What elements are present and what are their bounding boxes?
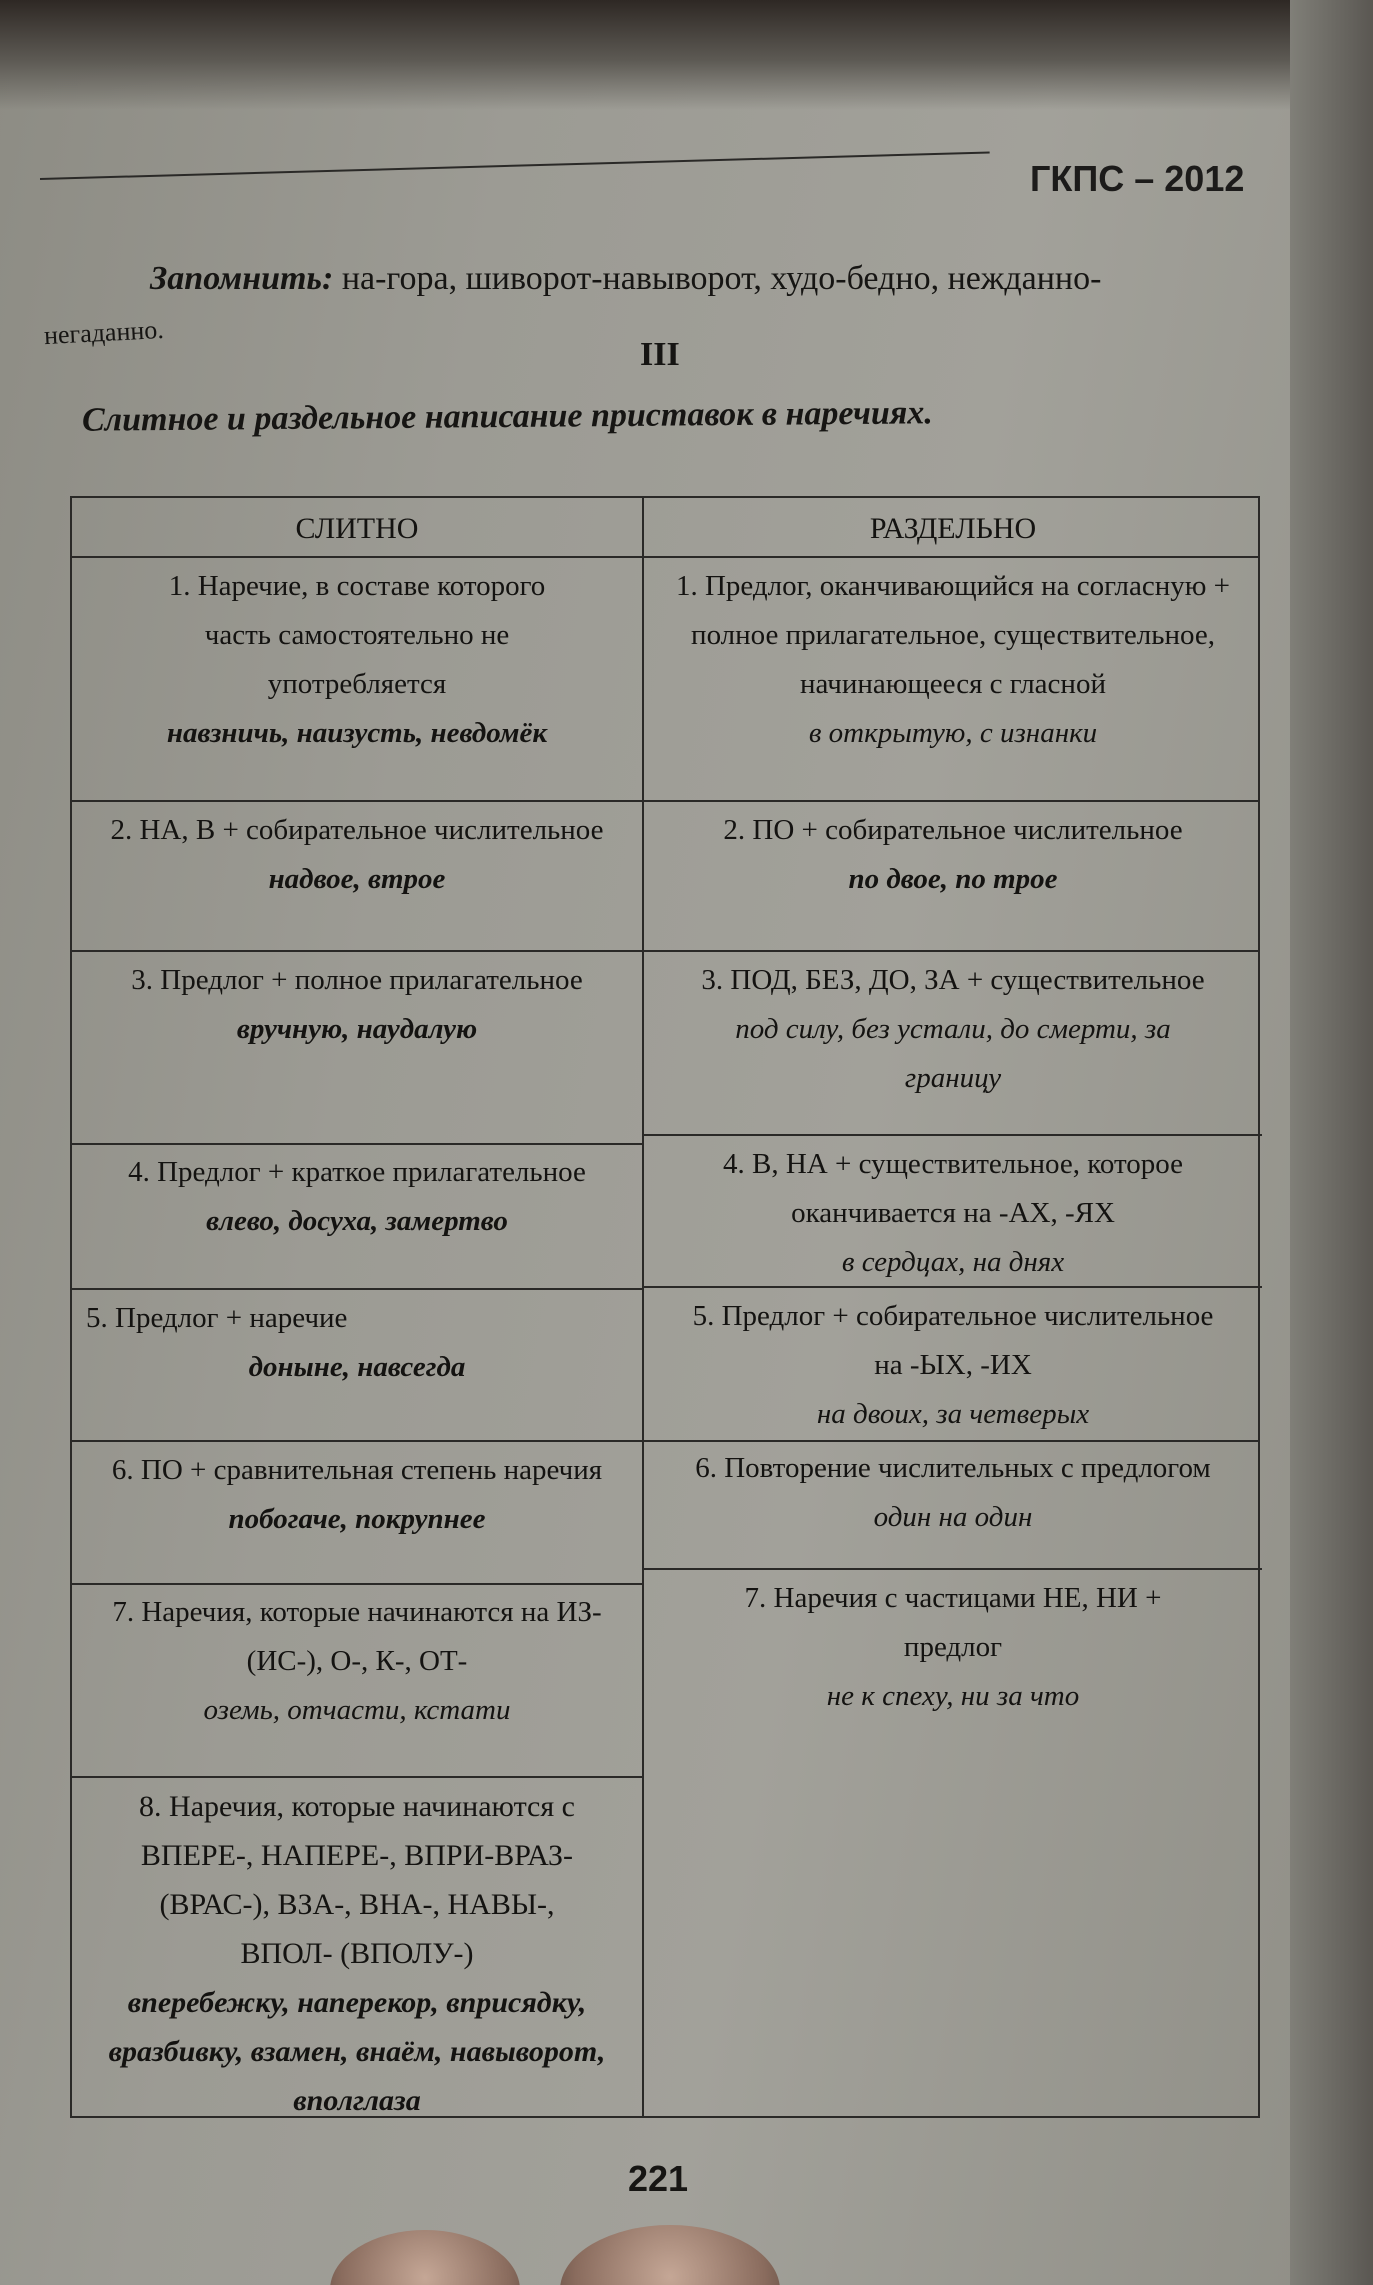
left-rule-7-examples: оземь, отчасти, кстати: [203, 1694, 511, 1726]
right-rule-7-text: 7. Наречия с частицами НЕ, НИ + предлог: [744, 1582, 1162, 1663]
left-rule-3-examples: вручную, наудалую: [236, 1013, 478, 1045]
row-divider: [72, 1776, 642, 1778]
right-rule-2-text: 2. ПО + собирательное числительное: [723, 814, 1183, 846]
right-rule-3-text: 3. ПОД, БЕЗ, ДО, ЗА + существительное: [701, 964, 1205, 996]
left-rule-8: [82, 1782, 632, 2125]
left-rule-2-text: 2. НА, В + собирательное числительное: [110, 814, 604, 846]
left-rule-6-text: 6. ПО + сравнительная степень наречия: [111, 1454, 603, 1486]
row-divider: [642, 1568, 1262, 1570]
right-rule-1: [654, 562, 1252, 758]
left-rule-1: [82, 562, 632, 758]
left-rule-8-text: 8. Наречия, которые начинаются с ВПЕРЕ-, НАПЕРЕ-, ВПРИ-ВРАЗ- (ВРАС-), ВЗА-, ВНА-, НАВЫ-, ВПОЛ- (ВПОЛУ-): [139, 1790, 575, 1970]
thumb-right: [560, 2225, 780, 2285]
left-rule-5: [82, 1294, 632, 1392]
page-edge: [1290, 0, 1373, 2285]
right-rule-4: [654, 1140, 1252, 1287]
right-rule-6-text: 6. Повторение числительных с предлогом: [695, 1452, 1211, 1484]
header-slitno: СЛИТНО: [295, 512, 419, 545]
left-rule-6-examples: побогаче, покрупнее: [228, 1503, 486, 1535]
remember-continuation: негаданно.: [43, 314, 165, 351]
left-rule-7-text: 7. Наречия, которые начинаются на ИЗ- (ИС-), О-, К-, ОТ-: [112, 1596, 602, 1677]
right-rule-7-examples: не к спеху, ни за что: [826, 1680, 1080, 1712]
left-rule-1-text: 1. Наречие, в составе которого часть самостоятельно не употребляется: [168, 570, 546, 700]
left-rule-2: [82, 806, 632, 904]
right-rule-1-examples: в открытую, с изнанки: [808, 717, 1098, 749]
section-title: Слитное и раздельное написание приставок в наречиях.: [81, 394, 933, 439]
row-divider: [72, 556, 1258, 558]
right-rule-5: [654, 1292, 1252, 1439]
row-divider: [72, 1440, 1258, 1442]
row-divider: [72, 1288, 642, 1290]
remember-line: [150, 248, 1270, 310]
row-divider: [72, 950, 1258, 952]
right-rule-2-examples: по двое, по трое: [848, 863, 1058, 895]
right-rule-5-text: 5. Предлог + собирательное числительное на -ЫХ, -ИХ: [692, 1300, 1214, 1381]
running-head: ГКПС – 2012: [1030, 158, 1245, 199]
left-rule-5-examples: доныне, навсегда: [248, 1351, 466, 1383]
right-rule-1-text: 1. Предлог, оканчивающийся на согласную + полное прилагательное, существительное, начинающееся с гласной: [675, 570, 1231, 700]
remember-label: Запомнить:: [150, 260, 334, 297]
right-rule-3-examples: под силу, без устали, до смерти, за границу: [735, 1013, 1171, 1094]
page-number: 221: [628, 2158, 689, 2199]
left-rule-3: [82, 956, 632, 1054]
right-rule-2: [654, 806, 1252, 904]
right-rule-6-examples: один на один: [873, 1501, 1033, 1533]
header-rule: [40, 151, 990, 180]
column-divider: [642, 498, 644, 2116]
left-rule-8-examples: вперебежку, наперекор, вприсядку, вразбивку, взамен, внаём, навыворот, вполглаза: [108, 1986, 606, 2117]
right-rule-6: [654, 1444, 1252, 1542]
right-rule-3: [654, 956, 1252, 1103]
rules-table: [70, 496, 1260, 2118]
remember-text: на-гора, шиворот-навыворот, худо-бедно, нежданно-: [341, 260, 1102, 297]
page-top-shadow: [0, 0, 1373, 110]
left-rule-2-examples: надвое, втрое: [268, 863, 446, 895]
header-razdelno: РАЗДЕЛЬНО: [869, 512, 1037, 545]
section-number: III: [640, 336, 680, 373]
left-rule-6: [82, 1446, 632, 1544]
left-rule-4-examples: влево, досуха, замертво: [206, 1205, 508, 1237]
right-rule-4-examples: в сердцах, на днях: [841, 1246, 1065, 1278]
row-divider: [72, 1583, 642, 1585]
right-rule-7: [654, 1574, 1252, 1721]
row-divider: [72, 800, 1258, 802]
left-rule-3-text: 3. Предлог + полное прилагательное: [131, 964, 583, 996]
right-rule-4-text: 4. В, НА + существительное, которое оканчивается на -АХ, -ЯХ: [723, 1148, 1183, 1229]
row-divider: [72, 1143, 642, 1145]
thumb-left: [330, 2230, 520, 2285]
left-rule-4-text: 4. Предлог + краткое прилагательное: [128, 1156, 586, 1188]
left-rule-4: [82, 1148, 632, 1246]
right-rule-5-examples: на двоих, за четверых: [816, 1398, 1090, 1430]
left-rule-1-examples: навзничь, наизусть, невдомёк: [166, 717, 548, 749]
row-divider: [642, 1134, 1262, 1136]
left-rule-7: [82, 1588, 632, 1735]
left-rule-5-text: 5. Предлог + наречие: [86, 1302, 348, 1334]
